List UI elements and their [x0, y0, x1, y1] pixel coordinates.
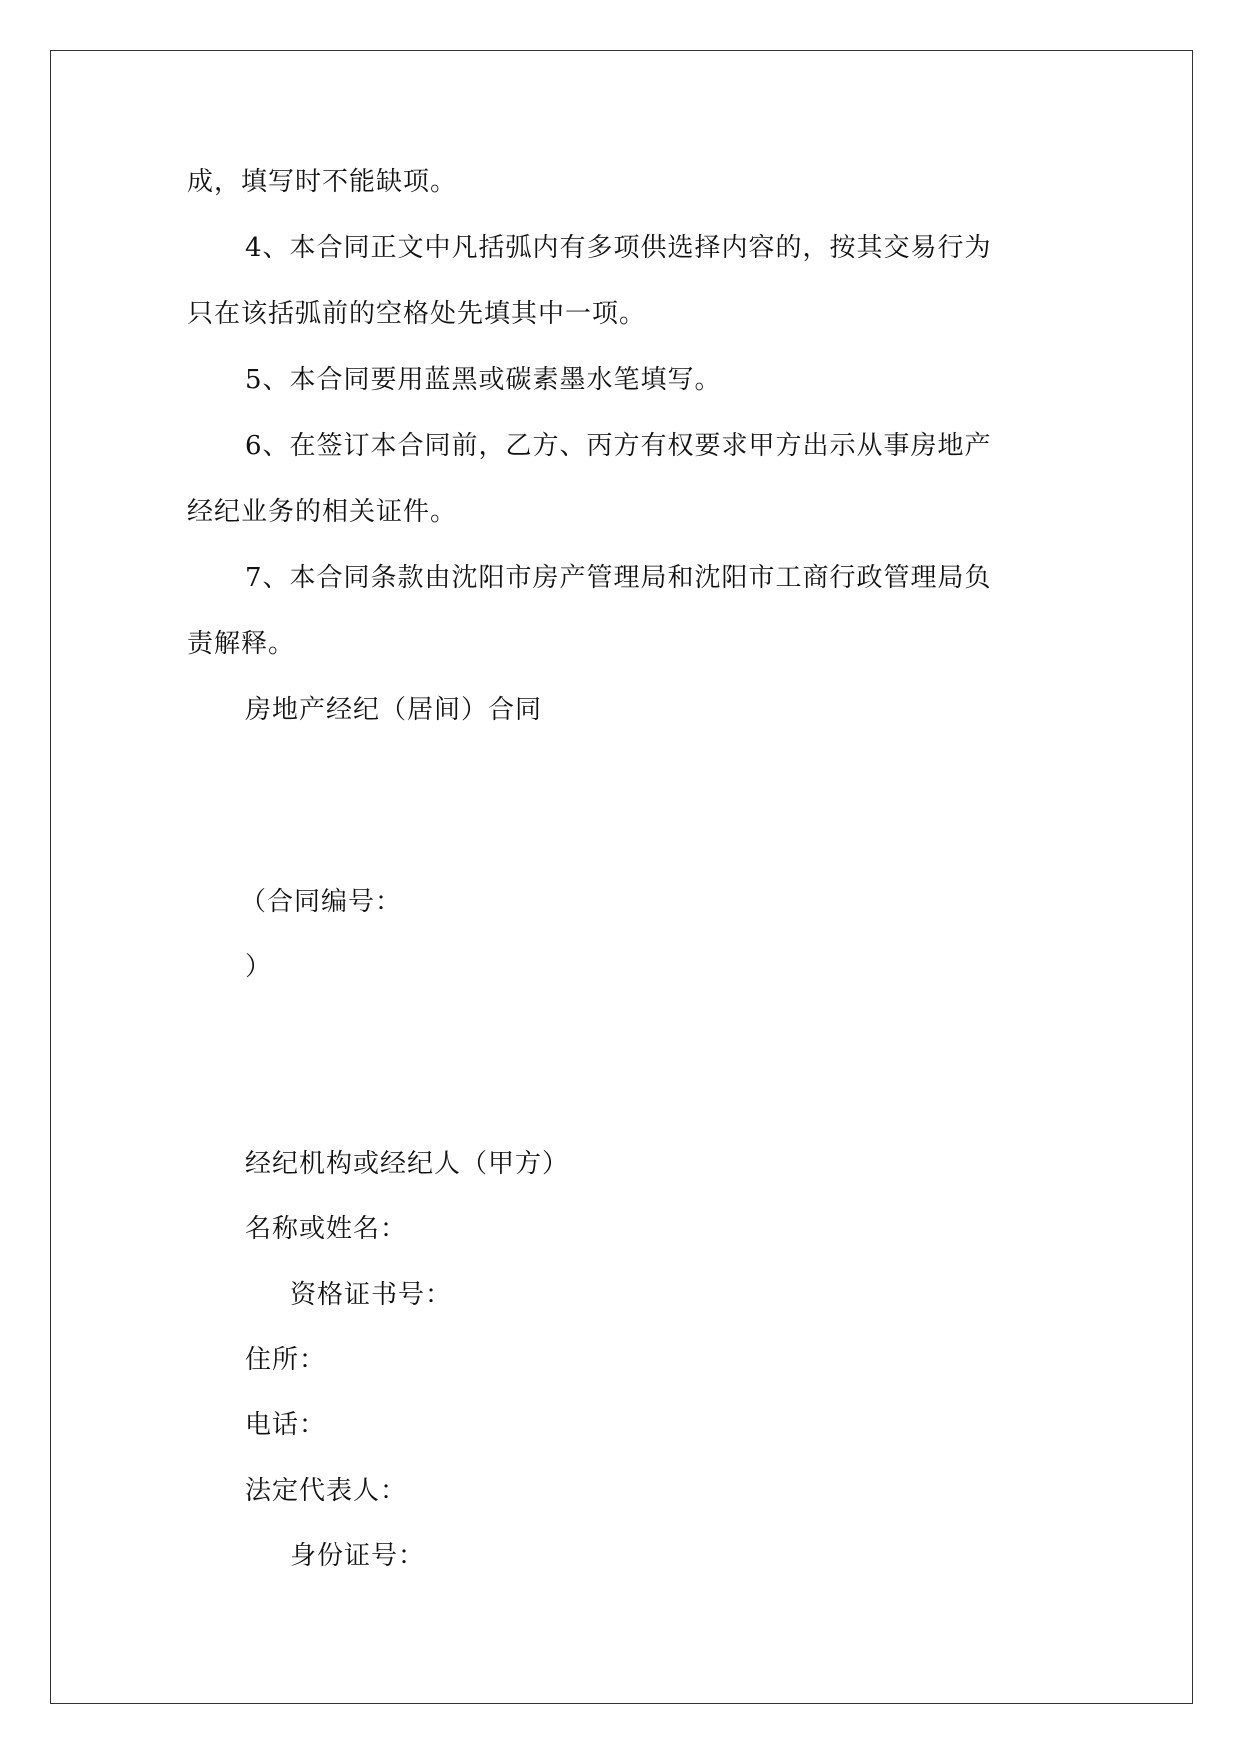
- party-a-address-label: 住所：: [245, 1345, 327, 1375]
- text-line-8: 责解释。: [187, 629, 296, 659]
- text-line-1: 成，填写时不能缺项。: [187, 167, 458, 197]
- party-a-phone-label: 电话：: [245, 1410, 327, 1440]
- party-a-id-label: 身份证号：: [290, 1541, 426, 1571]
- contract-title: 房地产经纪（居间）合同: [245, 695, 543, 725]
- party-a-certificate-label: 资格证书号：: [290, 1280, 453, 1310]
- text-line-4: 5、本合同要用蓝黑或碳素墨水笔填写。: [245, 365, 722, 395]
- text-line-6: 经纪业务的相关证件。: [187, 497, 458, 527]
- party-a-name-label: 名称或姓名：: [245, 1214, 408, 1244]
- party-a-legal-rep-label: 法定代表人：: [245, 1476, 408, 1506]
- contract-number-label: （合同编号：: [240, 887, 403, 917]
- contract-number-close: ）: [245, 952, 273, 982]
- text-line-7: 7、本合同条款由沈阳市房产管理局和沈阳市工商行政管理局负: [245, 563, 992, 593]
- text-line-2: 4、本合同正文中凡括弧内有多项供选择内容的，按其交易行为: [245, 233, 992, 263]
- text-line-3: 只在该括弧前的空格处先填其中一项。: [187, 299, 647, 329]
- text-line-5: 6、在签订本合同前，乙方、丙方有权要求甲方出示从事房地产: [245, 431, 992, 461]
- party-a-heading: 经纪机构或经纪人（甲方）: [245, 1149, 570, 1179]
